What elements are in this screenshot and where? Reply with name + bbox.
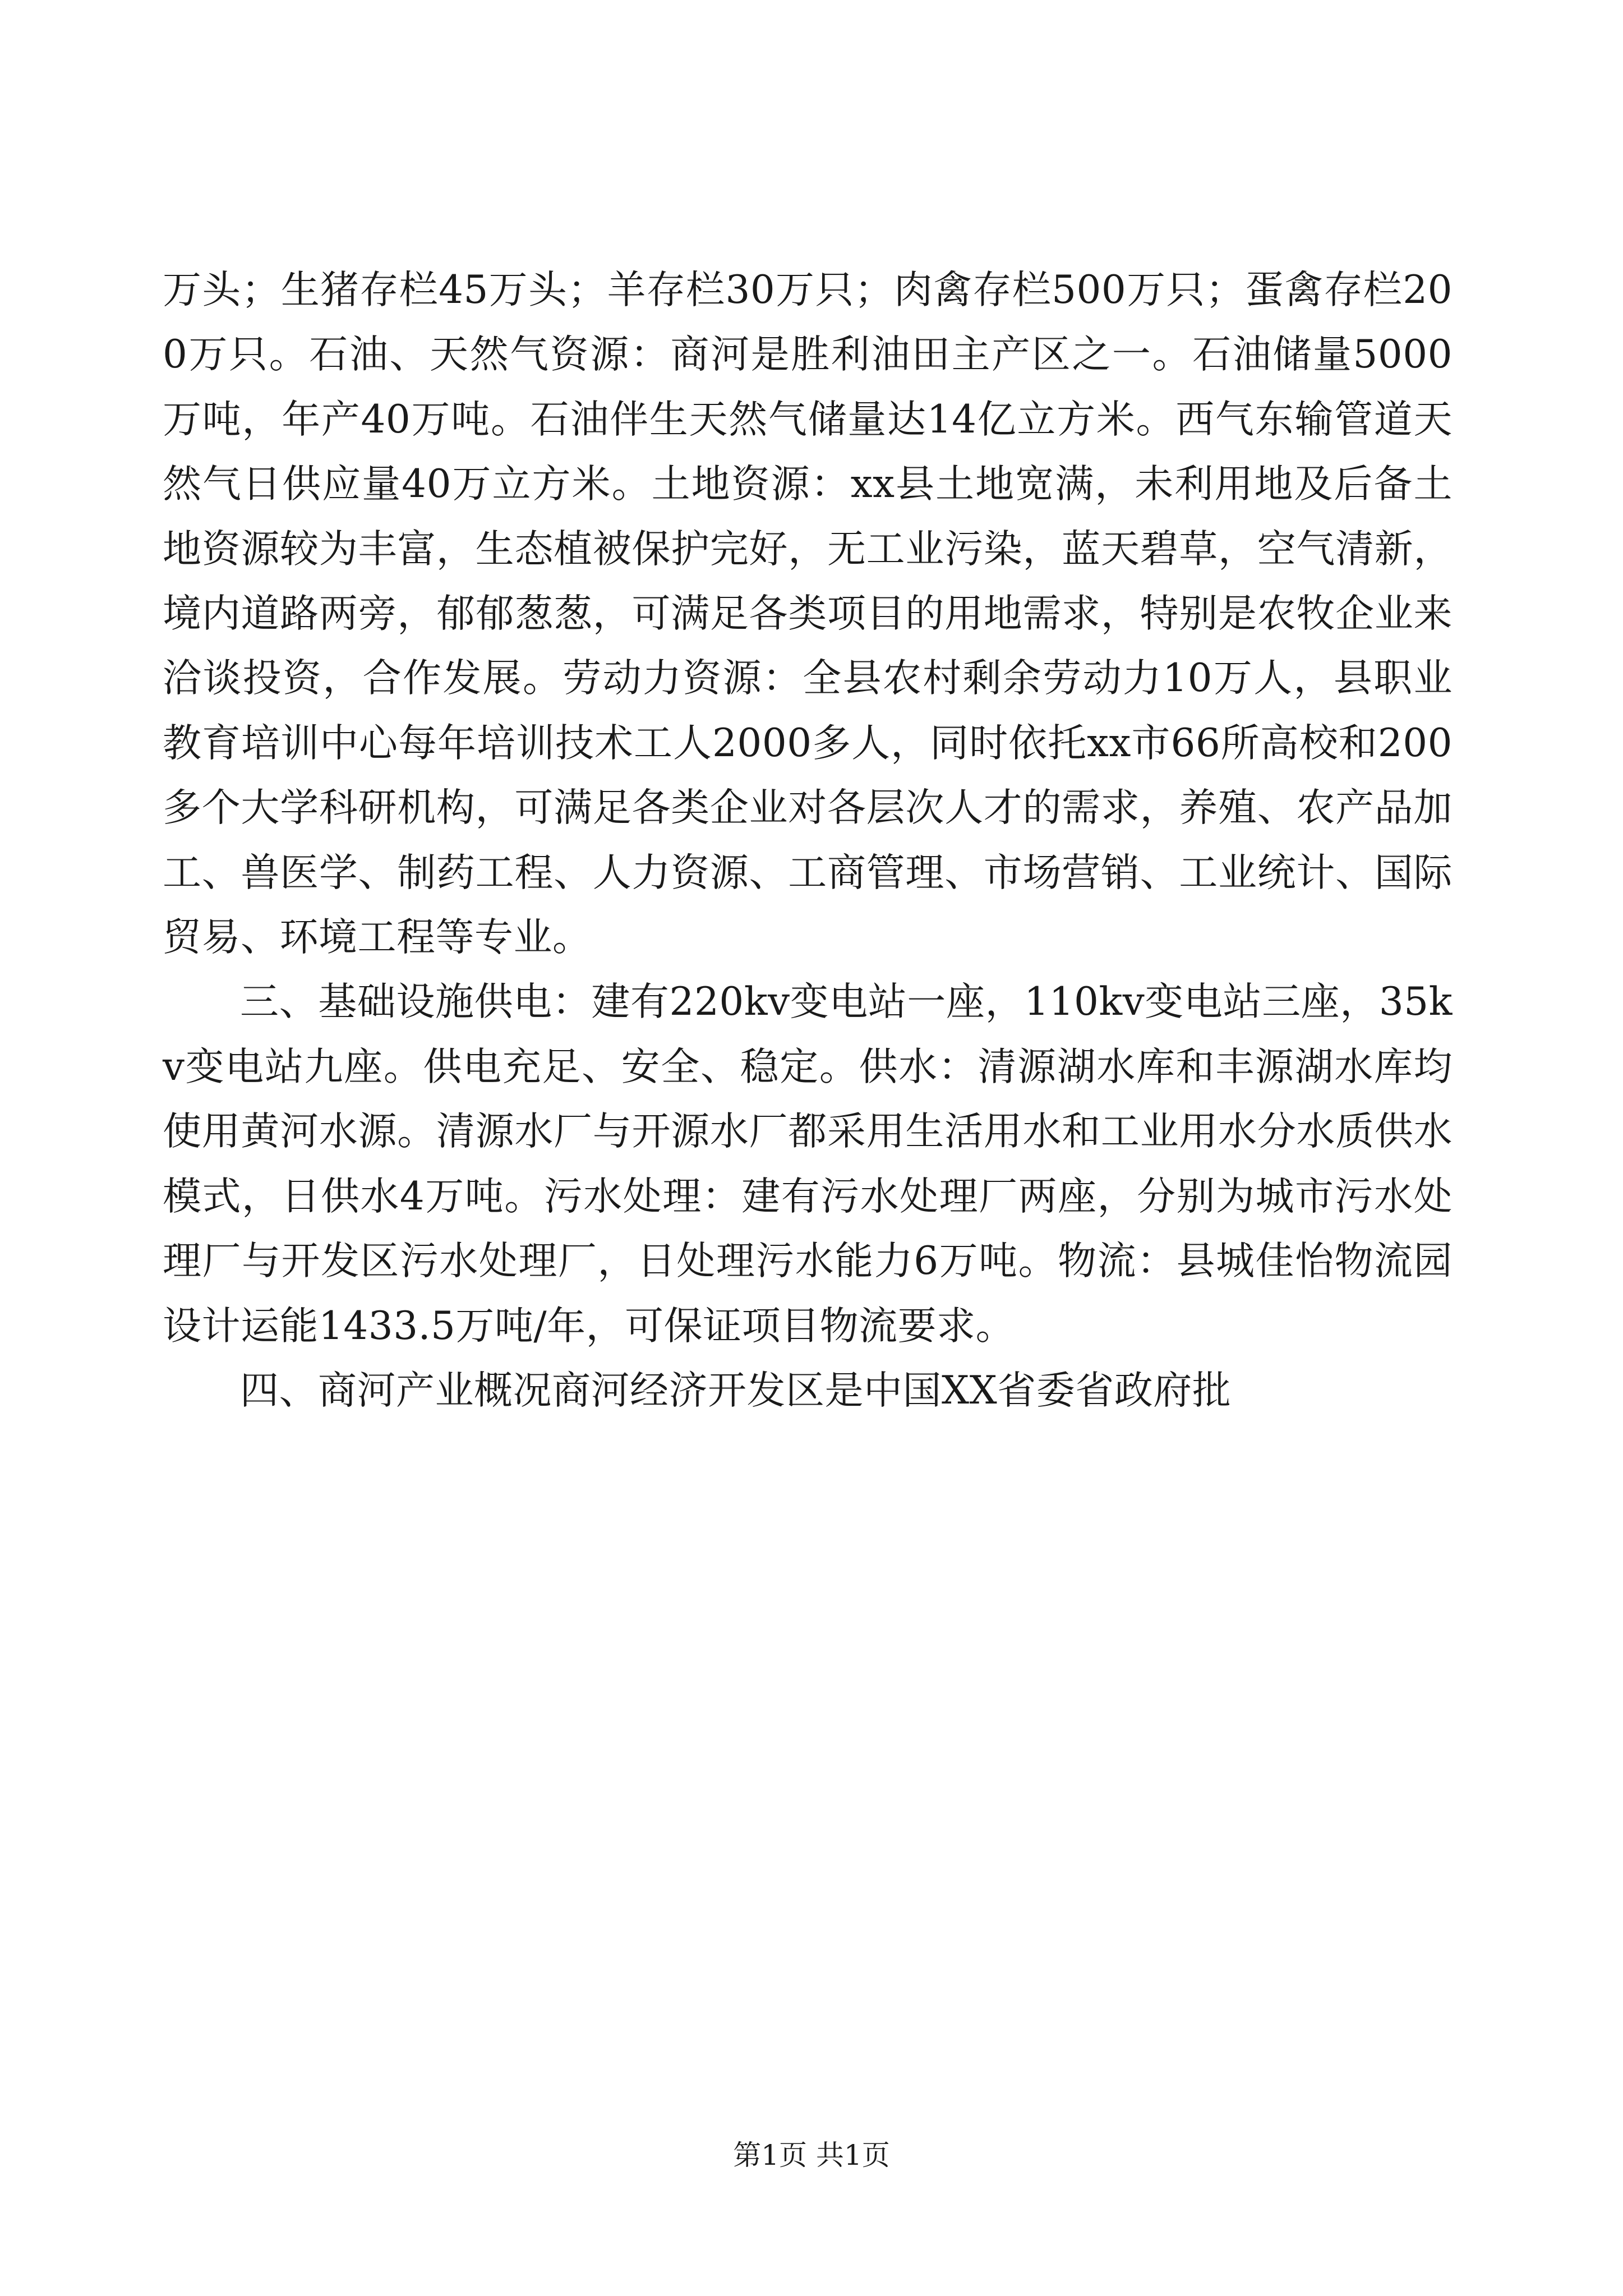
paragraph-industry: 四、商河产业概况商河经济开发区是中国XX省委省政府批 — [240, 1368, 1232, 1413]
body-text — [163, 258, 1453, 1423]
paragraph-infrastructure: 三、基础设施供电：建有220kv变电站一座，110kv变电站三座，35kv变电站九座。供电充足、安全、稳定。供水：清源湖水库和丰源湖水库均使用黄河水源。清源水厂与开源水厂都采用生活用水和工业用水分水质供水模式，日供水4万吨。污水处理：建有污水处理厂两座，分别为城市污水处理厂与开发区污水处理厂，日处理污水能力6万吨。物流：县城佳怡物流园设计运能1433.5万吨/年，可保证项目物流要求。 — [163, 979, 1453, 1349]
page-footer: 第1页 共1页 — [733, 2139, 890, 2171]
paragraph-resources: 万头；生猪存栏45万头；羊存栏30万只；肉禽存栏500万只；蛋禽存栏200万只。石油、天然气资源：商河是胜利油田主产区之一。石油储量5000万吨，年产40万吨。石油伴生天然气储量达14亿立方米。西气东输管道天然气日供应量40万立方米。土地资源：xx县土地宽满，未利用地及后备土地资源较为丰富，生态植被保护完好，无工业污染，蓝天碧草，空气清新，境内道路两旁，郁郁葱葱，可满足各类项目的用地需求，特别是农牧企业来洽谈投资，合作发展。劳动力资源：全县农村剩余劳动力10万人，县职业教育培训中心每年培训技术工人2000多人，同时依托xx市66所高校和200多个大学科研机构，可满足各类企业对各层次人才的需求，养殖、农产品加工、兽医学、制药工程、人力资源、工商管理、市场营销、工业统计、国际贸易、环境工程等专业。 — [163, 268, 1453, 960]
